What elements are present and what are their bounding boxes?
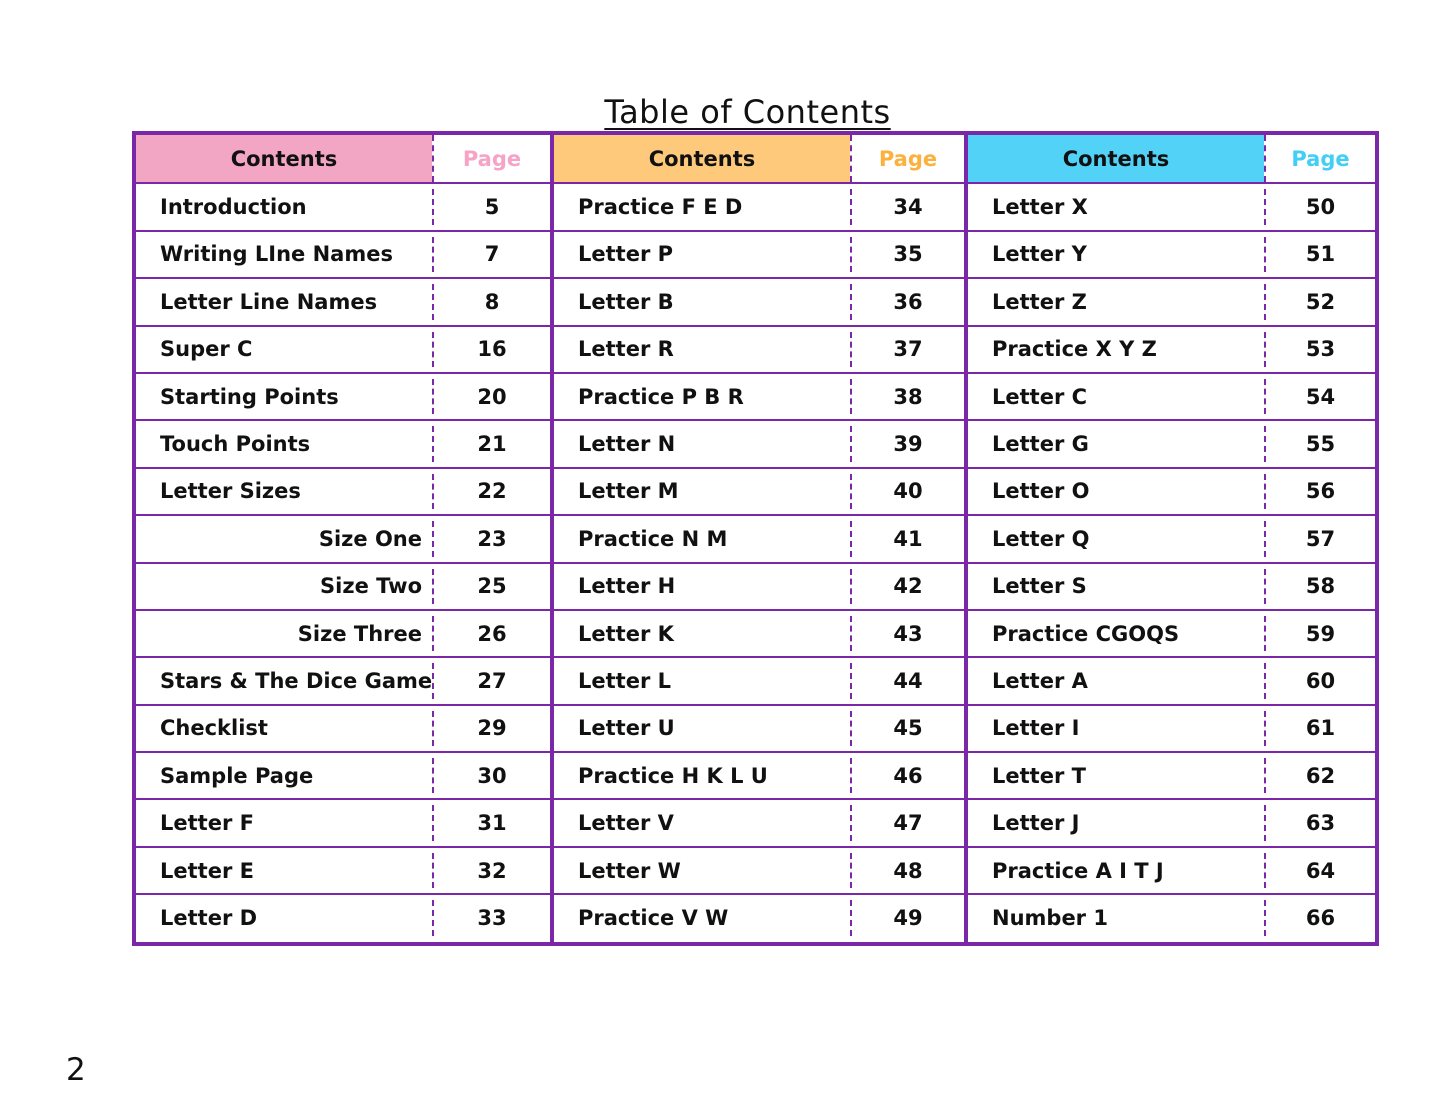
entry-page: 55 — [1264, 426, 1375, 461]
toc-row — [136, 277, 550, 324]
toc-row — [136, 372, 550, 419]
toc-row — [554, 562, 964, 609]
toc-row — [554, 277, 964, 324]
entry-label: Writing LIne Names — [160, 242, 393, 267]
entry-page: 61 — [1264, 711, 1375, 746]
toc-row — [968, 182, 1375, 229]
entry-page: 63 — [1264, 805, 1375, 840]
entry-label: Letter W — [578, 858, 681, 883]
entry-label: Letter B — [578, 289, 674, 314]
toc-row — [136, 230, 550, 277]
toc-row — [968, 609, 1375, 656]
toc-row — [968, 467, 1375, 514]
entry-page: 23 — [432, 521, 550, 556]
entry-page: 66 — [1264, 900, 1375, 935]
entry-page: 27 — [432, 663, 550, 698]
entry-page: 37 — [850, 332, 964, 367]
entry-label: Letter G — [992, 432, 1089, 457]
toc-row — [554, 467, 964, 514]
entry-label: Practice H K L U — [578, 763, 768, 788]
toc-row — [968, 419, 1375, 466]
entry-page: 20 — [432, 379, 550, 414]
entry-label: Starting Points — [160, 384, 339, 409]
entry-page: 64 — [1264, 853, 1375, 888]
toc-header-2 — [554, 135, 964, 182]
toc-table — [132, 131, 1379, 946]
entry-page: 16 — [432, 332, 550, 367]
entry-label: Practice V W — [578, 905, 729, 930]
entry-label: Letter E — [160, 858, 254, 883]
document-title: Table of Contents — [604, 93, 891, 131]
entry-page: 48 — [850, 853, 964, 888]
entry-label: Letter F — [160, 811, 254, 836]
toc-row — [968, 372, 1375, 419]
toc-column-1 — [136, 135, 550, 942]
entry-page: 41 — [850, 521, 964, 556]
page-header: Page — [432, 135, 550, 182]
entry-page: 52 — [1264, 284, 1375, 319]
entry-page: 50 — [1264, 189, 1375, 224]
toc-column-3 — [964, 135, 1375, 942]
entry-page: 22 — [432, 474, 550, 509]
entry-label: Letter Y — [992, 242, 1087, 267]
toc-row — [136, 751, 550, 798]
toc-row — [136, 846, 550, 893]
entry-page: 59 — [1264, 616, 1375, 651]
entry-label: Letter P — [578, 242, 674, 267]
toc-row — [136, 419, 550, 466]
toc-row — [968, 704, 1375, 751]
toc-row — [554, 514, 964, 561]
entry-label: Letter N — [578, 432, 676, 457]
entry-label: Letter R — [578, 337, 674, 362]
entry-page: 58 — [1264, 569, 1375, 604]
entry-page: 30 — [432, 758, 550, 793]
toc-row — [968, 893, 1375, 940]
toc-row — [136, 798, 550, 845]
entry-label: Super C — [160, 337, 253, 362]
entry-page: 21 — [432, 426, 550, 461]
toc-row — [968, 798, 1375, 845]
entry-page: 62 — [1264, 758, 1375, 793]
entry-page: 31 — [432, 805, 550, 840]
entry-page: 43 — [850, 616, 964, 651]
entry-label: Letter Z — [992, 289, 1087, 314]
entry-page: 60 — [1264, 663, 1375, 698]
entry-label: Letter M — [578, 479, 679, 504]
toc-row — [968, 277, 1375, 324]
entry-label: Letter H — [578, 574, 676, 599]
entry-page: 56 — [1264, 474, 1375, 509]
entry-page: 57 — [1264, 521, 1375, 556]
entry-page: 38 — [850, 379, 964, 414]
entry-label: Practice F E D — [578, 195, 743, 220]
entry-label: Touch Points — [160, 432, 311, 457]
entry-page: 5 — [432, 189, 550, 224]
toc-row — [136, 704, 550, 751]
toc-row — [968, 846, 1375, 893]
toc-row — [554, 230, 964, 277]
toc-row — [968, 230, 1375, 277]
toc-row — [136, 467, 550, 514]
toc-row — [968, 751, 1375, 798]
entry-page: 51 — [1264, 237, 1375, 272]
toc-row — [554, 893, 964, 940]
entry-label: Letter K — [578, 621, 674, 646]
entry-label: Size Three — [297, 621, 422, 646]
entry-label: Letter C — [992, 384, 1088, 409]
entry-label: Letter D — [160, 905, 258, 930]
entry-label: Size Two — [320, 574, 422, 599]
entry-page: 39 — [850, 426, 964, 461]
entry-label: Letter A — [992, 668, 1088, 693]
toc-row — [554, 751, 964, 798]
entry-page: 47 — [850, 805, 964, 840]
toc-column-2 — [550, 135, 964, 942]
entry-label: Practice CGOQS — [992, 621, 1180, 646]
toc-row — [554, 846, 964, 893]
entry-label: Letter U — [578, 716, 675, 741]
entry-page: 44 — [850, 663, 964, 698]
entry-label: Letter V — [578, 811, 674, 836]
toc-row — [554, 182, 964, 229]
entry-label: Stars & The Dice Game — [160, 668, 432, 693]
entry-label: Practice A I T J — [992, 858, 1164, 883]
entry-label: Practice P B R — [578, 384, 744, 409]
entry-label: Introduction — [160, 195, 307, 220]
toc-row — [554, 656, 964, 703]
entry-label: Checklist — [160, 716, 268, 741]
toc-header-3 — [968, 135, 1375, 182]
toc-row — [968, 325, 1375, 372]
contents-header: Contents — [136, 135, 432, 182]
entry-label: Letter L — [578, 668, 671, 693]
toc-row — [136, 893, 550, 940]
entry-page: 8 — [432, 284, 550, 319]
contents-header: Contents — [554, 135, 850, 182]
entry-page: 46 — [850, 758, 964, 793]
entry-label: Letter T — [992, 763, 1086, 788]
entry-page: 53 — [1264, 332, 1375, 367]
toc-row — [554, 609, 964, 656]
toc-row — [968, 562, 1375, 609]
entry-label: Letter J — [992, 811, 1080, 836]
entry-label: Number 1 — [992, 905, 1108, 930]
entry-page: 29 — [432, 711, 550, 746]
entry-label: Letter Sizes — [160, 479, 301, 504]
toc-row — [554, 419, 964, 466]
toc-row — [136, 656, 550, 703]
page-header: Page — [1264, 135, 1375, 182]
toc-row — [554, 798, 964, 845]
entry-label: Letter Line Names — [160, 289, 378, 314]
toc-row — [554, 372, 964, 419]
entry-label: Letter X — [992, 195, 1088, 220]
entry-label: Letter O — [992, 479, 1090, 504]
entry-page: 45 — [850, 711, 964, 746]
toc-row — [554, 325, 964, 372]
page-header: Page — [850, 135, 964, 182]
toc-row — [968, 514, 1375, 561]
toc-row — [136, 562, 550, 609]
entry-page: 7 — [432, 237, 550, 272]
entry-label: Letter I — [992, 716, 1080, 741]
toc-row — [136, 609, 550, 656]
entry-page: 34 — [850, 189, 964, 224]
entry-label: Letter S — [992, 574, 1087, 599]
entry-page: 35 — [850, 237, 964, 272]
entry-page: 54 — [1264, 379, 1375, 414]
entry-page: 33 — [432, 900, 550, 935]
entry-page: 42 — [850, 569, 964, 604]
entry-page: 26 — [432, 616, 550, 651]
toc-header-1 — [136, 135, 550, 182]
entry-label: Practice X Y Z — [992, 337, 1157, 362]
entry-page: 49 — [850, 900, 964, 935]
entry-page: 36 — [850, 284, 964, 319]
page-number: 2 — [66, 1052, 86, 1088]
toc-row — [136, 182, 550, 229]
contents-header: Contents — [968, 135, 1264, 182]
entry-label: Practice N M — [578, 526, 728, 551]
entry-label: Sample Page — [160, 763, 314, 788]
entry-page: 25 — [432, 569, 550, 604]
toc-row — [136, 514, 550, 561]
toc-row — [554, 704, 964, 751]
toc-row — [968, 656, 1375, 703]
entry-label: Letter Q — [992, 526, 1090, 551]
toc-row — [136, 325, 550, 372]
entry-label: Size One — [318, 526, 422, 551]
entry-page: 40 — [850, 474, 964, 509]
entry-page: 32 — [432, 853, 550, 888]
